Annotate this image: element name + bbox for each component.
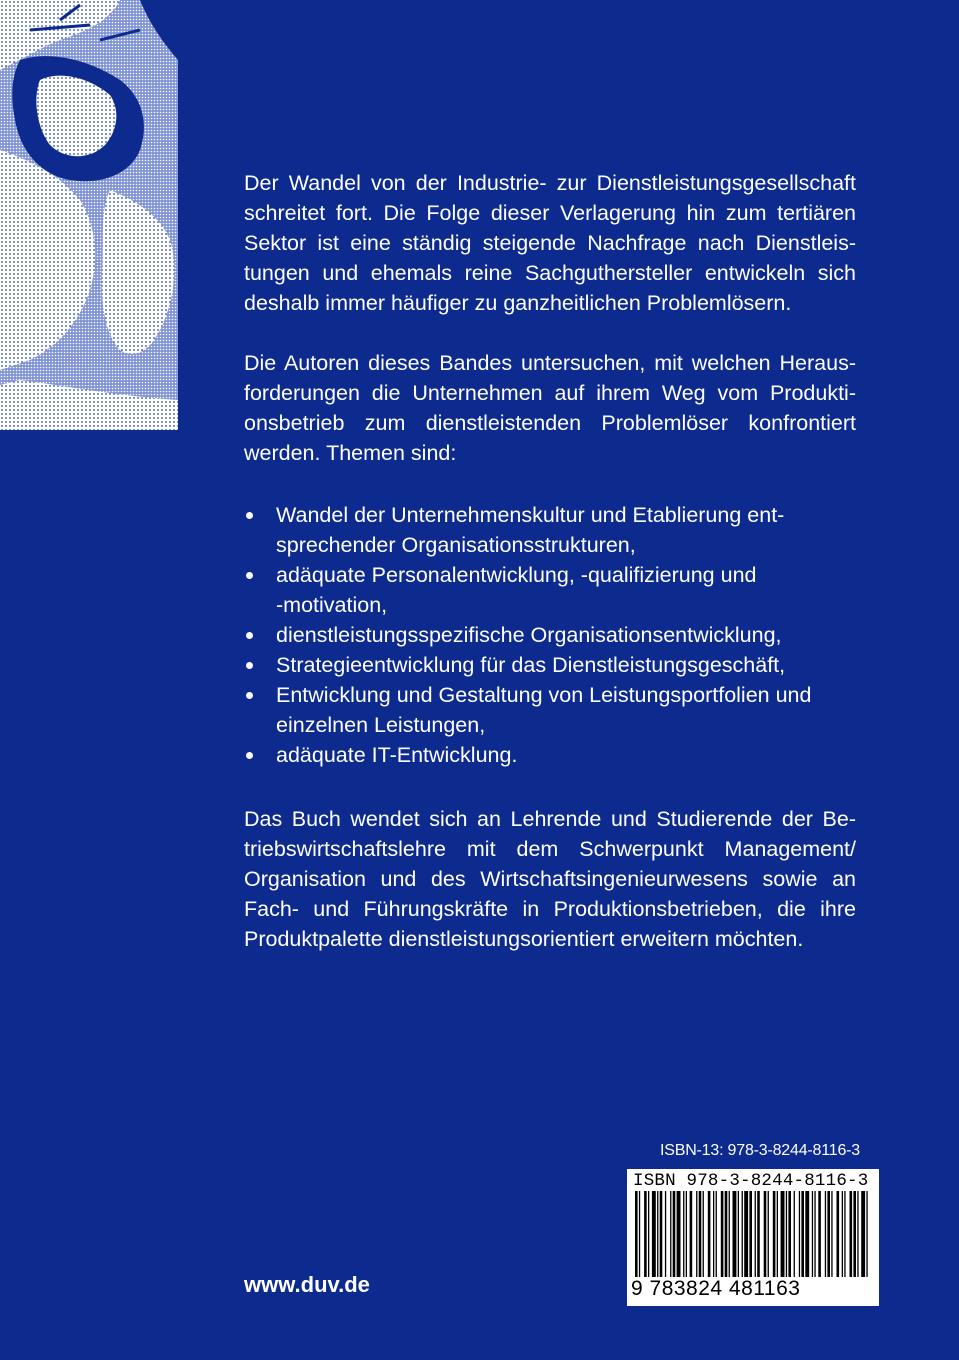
barcode-bar (786, 1191, 787, 1277)
text-line: schreitet fort. Die Folge dieser Verlagerung hin zum tertiären (244, 201, 856, 225)
text-line: Organisation und des Wirtschaftsingenieurwesens sowie an (244, 867, 856, 891)
barcode-bar (673, 1191, 676, 1277)
text-line: Das Buch wendet sich an Lehrende und Studierende der Be- (244, 807, 856, 831)
barcode-digits: 9 783824 481163 (631, 1277, 801, 1300)
topics-list (244, 500, 856, 770)
barcode-bar (773, 1191, 776, 1277)
text-line: Produktpalette dienstleistungsorientiert erweitern möchten. (244, 927, 804, 951)
barcode-bar (639, 1191, 640, 1277)
text-line: Fach- und Führungskräfte in Produktionsbetrieben, die ihre (244, 897, 856, 921)
barcode-bar (827, 1191, 830, 1277)
barcode-bar (742, 1191, 743, 1277)
text-line: -motivation, (276, 593, 388, 617)
barcode-bar (850, 1191, 853, 1277)
text-line: triebswirtschaftslehre mit dem Schwerpunkt Management/ (244, 837, 856, 861)
barcode-bar (660, 1191, 663, 1277)
authors-paragraph (244, 348, 856, 468)
text-line: forderungen die Unternehmen auf ihrem Weg vom Produkti- (244, 381, 856, 405)
barcode-bar (713, 1191, 714, 1277)
barcode-bar (670, 1191, 671, 1277)
text-line: adäquate IT-Entwicklung. (276, 743, 518, 767)
list-item (244, 740, 856, 770)
text-line: Wandel der Unternehmenskultur und Etablierung ent- (276, 503, 785, 527)
barcode-bar (699, 1191, 702, 1277)
audience-paragraph (244, 804, 856, 954)
text-line: dienstleistungsspezifische Organisationsentwicklung, (276, 623, 782, 647)
list-item (244, 500, 856, 560)
website-url: www.duv.de (244, 1272, 370, 1297)
intro-paragraph (244, 168, 856, 318)
bullet-icon (246, 692, 253, 699)
list-item (244, 560, 856, 620)
barcode-bar (788, 1191, 791, 1277)
barcode-bar (814, 1191, 815, 1277)
barcode-bar (837, 1191, 840, 1277)
back-cover-text (244, 168, 856, 984)
bullet-icon (246, 752, 253, 759)
barcode-bar (749, 1191, 752, 1277)
text-line: sprechender Organisationsstrukturen, (276, 533, 636, 557)
list-item (244, 650, 856, 680)
barcode-bar (818, 1191, 821, 1277)
barcode-bar (725, 1191, 728, 1277)
barcode-bar (831, 1191, 832, 1277)
barcode-bar (677, 1191, 681, 1277)
text-line: Die Autoren dieses Bandes untersuchen, mit welchen Heraus- (244, 351, 856, 375)
barcode-bar (801, 1191, 804, 1277)
barcode-bar (794, 1191, 795, 1277)
barcode-bar (738, 1191, 739, 1277)
barcode-bar (648, 1191, 649, 1277)
barcode-bar (703, 1191, 704, 1277)
barcode-bar (757, 1191, 760, 1277)
barcode-bar (777, 1191, 778, 1277)
text-line: einzelnen Leistungen, (276, 713, 486, 737)
globe-illustration (0, 0, 178, 430)
barcode-bar (635, 1191, 638, 1277)
barcode-bar (861, 1191, 865, 1277)
barcode-bar (825, 1191, 826, 1277)
list-item (244, 620, 856, 650)
barcode-bar (683, 1191, 684, 1277)
barcode-bar (812, 1191, 813, 1277)
barcode-isbn-text: ISBN 978-3-8244-8116-3 (633, 1171, 869, 1191)
barcode-bar (768, 1191, 769, 1277)
barcode-bar (755, 1191, 756, 1277)
barcode-bar (764, 1191, 767, 1277)
barcode-bar (690, 1191, 693, 1277)
bullet-icon (246, 632, 253, 639)
text-line: deshalb immer häufiger zu ganzheitlichen Problemlösern. (244, 291, 792, 315)
text-line: Entwicklung und Gestaltung von Leistungsportfolien und (276, 683, 812, 707)
barcode-bar (721, 1191, 724, 1277)
text-line: tungen und ehemals reine Sachguthersteller entwickeln sich (244, 261, 856, 285)
isbn-label: ISBN-13: 978-3-8244-8116-3 (660, 1142, 860, 1159)
barcode-bar (844, 1191, 845, 1277)
text-line: Strategieentwicklung für das Dienstleistungsgeschäft, (276, 653, 786, 677)
bullet-icon (246, 512, 253, 519)
barcode-bar (644, 1191, 647, 1277)
barcode-bar (781, 1191, 785, 1277)
barcode-bar (857, 1191, 858, 1277)
barcode-bar (686, 1191, 687, 1277)
barcode-bar (733, 1191, 737, 1277)
barcode-bar (716, 1191, 717, 1277)
barcode-bar (799, 1191, 800, 1277)
barcode-bar (708, 1191, 711, 1277)
barcode-bar (665, 1191, 666, 1277)
barcode-bar (652, 1191, 656, 1277)
barcode-bar (696, 1191, 697, 1277)
barcode-bar (657, 1191, 658, 1277)
barcode-bar (853, 1191, 856, 1277)
bullet-icon (246, 662, 253, 669)
text-line: Sektor ist eine ständig steigende Nachfrage nach Dienstleis- (244, 231, 856, 255)
barcode-bar (805, 1191, 809, 1277)
barcode-bar (866, 1191, 867, 1277)
barcode-bar (729, 1191, 730, 1277)
barcode (627, 1169, 879, 1306)
text-line: Der Wandel von der Industrie- zur Dienstleistungsgesellschaft (244, 171, 856, 195)
text-line: werden. Themen sind: (244, 441, 457, 465)
barcode-bars (633, 1191, 873, 1277)
list-item (244, 680, 856, 740)
text-line: adäquate Personalentwicklung, -qualifizierung und (276, 563, 757, 587)
bullet-icon (246, 572, 253, 579)
barcode-bar (842, 1191, 843, 1277)
text-line: onsbetrieb zum dienstleistenden Problemlöser konfrontiert (244, 411, 856, 435)
barcode-bar (744, 1191, 748, 1277)
